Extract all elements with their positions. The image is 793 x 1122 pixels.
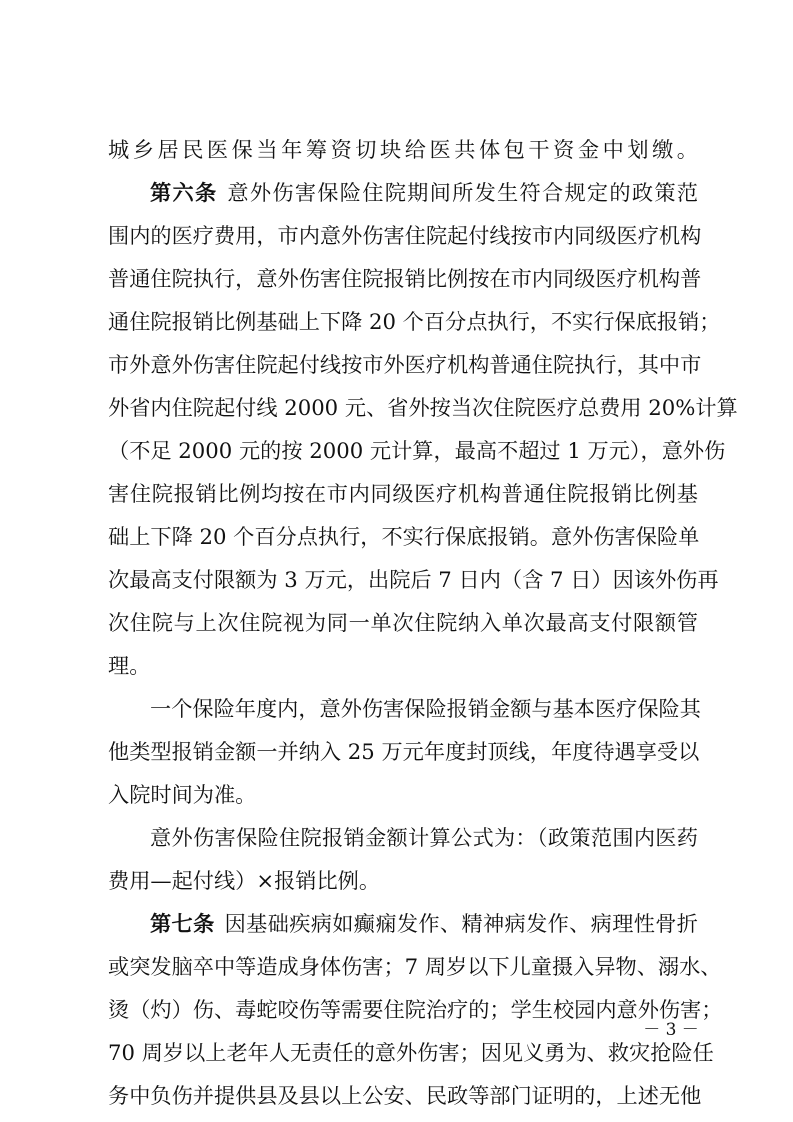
page-number: － 3 － <box>643 1020 699 1040</box>
text-line: 烫（灼）伤、毒蛇咬伤等需要住院治疗的；学生校园内意外伤害； <box>108 997 723 1022</box>
text-line: 城乡居民医保当年筹资切块给医共体包干资金中划缴。 <box>108 137 698 162</box>
article-seven-first-line <box>150 907 698 941</box>
text-line: 意外伤害保险住院报销金额计算公式为：（政策范围内医药 <box>150 825 698 850</box>
text-line: 础上下降 20 个百分点执行，不实行保底报销。意外伤害保险单 <box>108 524 700 549</box>
text-line: 因基础疾病如癫痫发作、精神病发作、病理性骨折 <box>224 911 698 936</box>
text-line: 外省内住院起付线 2000 元、省外按当次住院医疗总费用 20%计算 <box>108 395 738 420</box>
text-line: （不足 2000 元的按 2000 元计算，最高不超过 1 万元），意外伤 <box>108 438 726 463</box>
article-label: 第六条 <box>150 180 218 205</box>
article-six-first-line <box>150 176 698 210</box>
text-line: 务中负伤并提供县及县以上公安、民政等部门证明的，上述无他 <box>108 1083 702 1108</box>
text-line: 入院时间为准。 <box>108 782 257 807</box>
text-line: 费用—起付线）×报销比例。 <box>108 868 381 893</box>
text-line: 理。 <box>108 653 151 678</box>
text-line: 意外伤害保险住院期间所发生符合规定的政策范 <box>227 180 698 205</box>
text-line: 害住院报销比例均按在市内同级医疗机构普通住院报销比例基 <box>108 481 698 506</box>
text-line: 市外意外伤害住院起付线按市外医疗机构普通住院执行，其中市 <box>108 352 702 377</box>
article-label: 第七条 <box>150 911 215 936</box>
text-line: 一个保险年度内，意外伤害保险报销金额与基本医疗保险其 <box>150 696 701 721</box>
text-line: 次最高支付限额为 3 万元，出院后 7 日内（含 7 日）因该外伤再 <box>108 567 719 592</box>
text-line: 通住院报销比例基础上下降 20 个百分点执行，不实行保底报销； <box>108 309 721 334</box>
text-line: 次住院与上次住院视为同一单次住院纳入单次最高支付限额管 <box>108 610 698 635</box>
text-line: 他类型报销金额一并纳入 25 万元年度封顶线，年度待遇享受以 <box>108 739 700 764</box>
text-line: 围内的医疗费用，市内意外伤害住院起付线按市内同级医疗机构 <box>108 223 702 248</box>
text-line: 或突发脑卒中等造成身体伤害；7 周岁以下儿童摄入异物、溺水、 <box>108 954 722 979</box>
text-line: 普通住院执行，意外伤害住院报销比例按在市内同级医疗机构普 <box>108 266 702 291</box>
text-line: 70 周岁以上老年人无责任的意外伤害；因见义勇为、救灾抢险任 <box>108 1040 714 1065</box>
